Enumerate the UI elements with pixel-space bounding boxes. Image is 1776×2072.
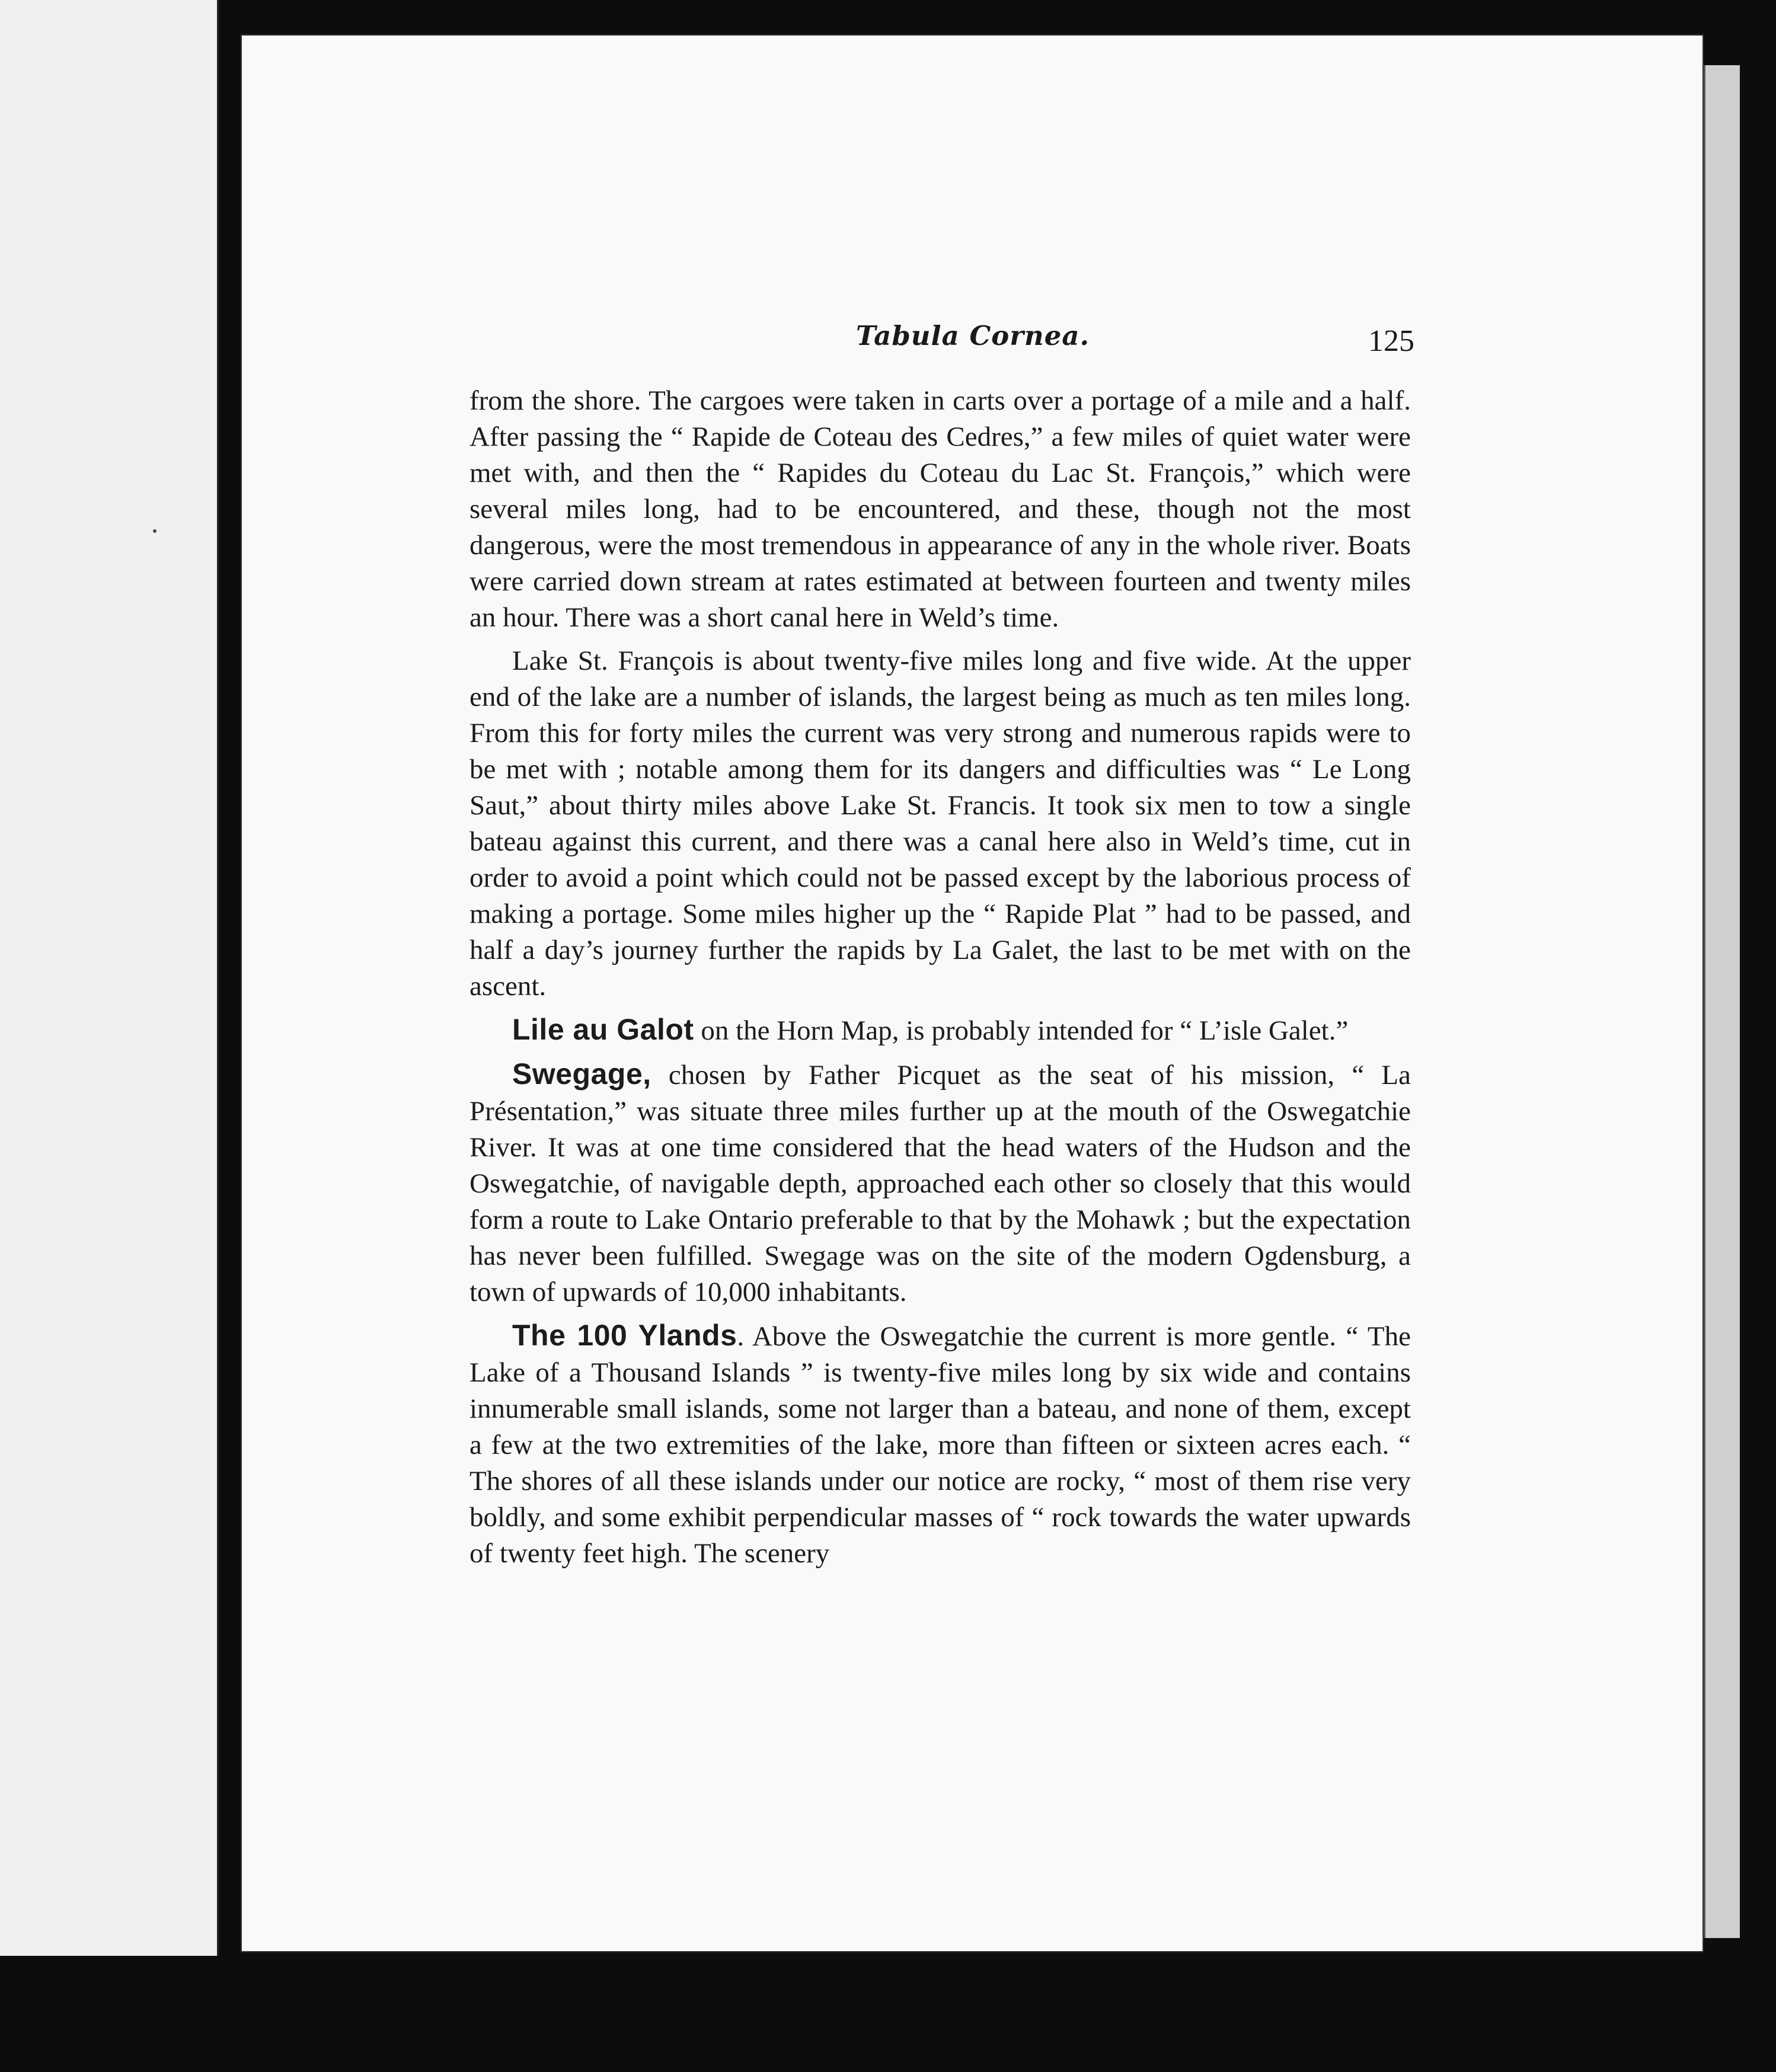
body-text: [469, 383, 1411, 1758]
left-page-leaf: [0, 0, 219, 1956]
entry-heading-lile-au-galot: Lile au Galot: [512, 1013, 694, 1046]
paragraph-swegage: [469, 1056, 1411, 1310]
paper-speck: [153, 529, 156, 533]
paragraph-lake-st-francois: Lake St. François is about twenty-five miles long and five wide. At the upper end of the lake are a number of islands, the largest being as much as ten miles long. From this for forty miles the current was very strong and numerous rapids were to be met with ; notable among them for its dangers and difficulties was “ Le Long Saut,” about thirty miles above Lake St. Francis. It took six men to tow a single bateau against this current, and there was a canal here also in Weld’s time, cut in order to avoid a point which could not be passed except by the laborious process of making a portage. Some miles higher up the “ Rapide Plat ” had to be passed, and half a day’s journey further the rapids by La Galet, the last to be met with on the ascent.: [469, 645, 1411, 1002]
paragraph-lile-au-galot: [469, 1012, 1411, 1049]
running-head: Tabula Cornea.: [856, 320, 1090, 351]
entry-text-lile-au-galot: on the Horn Map, is probably intended for “ L’isle Galet.”: [694, 1015, 1349, 1046]
entry-text-100-ylands: . Above the Oswegatchie the current is more gentle. “ The Lake of a Thousand Islands ” is twenty-five miles long by six wide and contains innumerable small islands, some not larger than a bateau, and none of them, except a few at the two extremities of the lake, more than fifteen or sixteen acres each. “ The shores of all these islands under our notice are rocky, “ most of them rise very boldly, and some exhibit perpendicular masses of “ rock towards the water upwards of twenty feet high. The scenery: [469, 1321, 1411, 1569]
page-header: [842, 320, 1435, 367]
paragraph-portage: from the shore. The cargoes were taken in carts over a portage of a mile and a half. After passing the “ Rapide de Coteau des Cedres,” a few miles of quiet water were met with, and then the “ Rapides du Coteau du Lac St. François,” which were several miles long, had to be encountered, and these, though not the most dangerous, were the most tremendous in appearance of any in the whole river. Boats were carried down stream at rates estimated at between fourteen and twenty miles an hour. There was a short canal here in Weld’s time.: [469, 385, 1411, 633]
page-edge: [1704, 65, 1740, 1938]
page-number: 125: [1368, 324, 1414, 358]
entry-heading-100-ylands: The 100 Ylands: [512, 1319, 737, 1352]
paragraph-100-ylands: [469, 1318, 1411, 1572]
entry-heading-swegage: Swegage,: [512, 1057, 651, 1091]
entry-text-swegage: chosen by Father Picquet as the seat of his mission, “ La Présentation,” was situate three miles further up at the mouth of the Oswegatchie River. It was at one time considered that the head waters of the Hudson and the Oswegatchie, of navigable depth, approached each other so closely that this would form a route to Lake Ontario preferable to that by the Mohawk ; but the expectation has never been fulfilled. Swegage was on the site of the modern Ogdensburg, a town of upwards of 10,000 inhabitants.: [469, 1060, 1411, 1307]
